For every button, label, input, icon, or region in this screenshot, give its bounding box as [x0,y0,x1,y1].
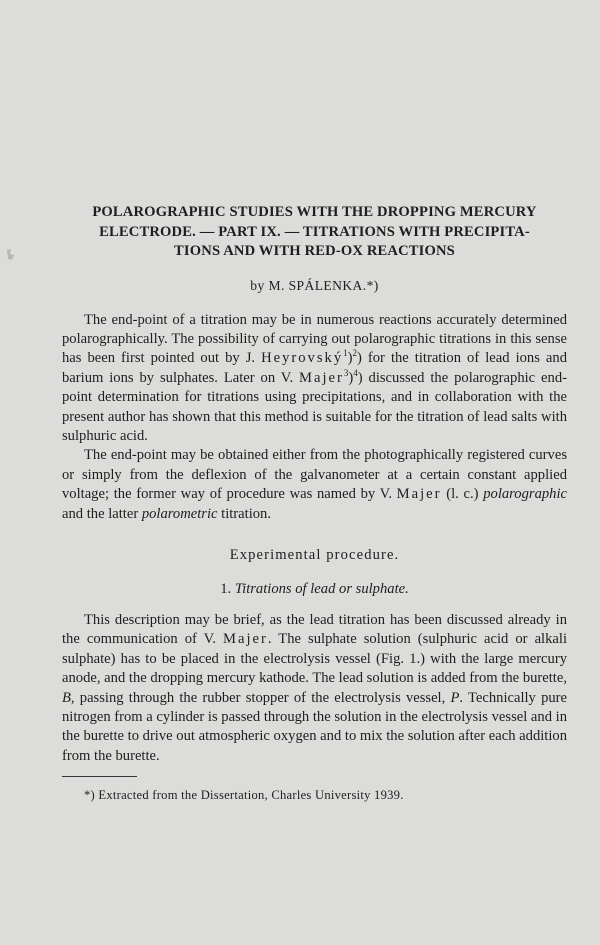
reference-3: 3 [343,367,349,378]
label-burette-b: B [62,689,71,706]
title-line-2: ELECTRODE. — PART IX. — TITRATIONS WITH PRECIPITA- [99,223,530,240]
paragraph-2: The end-point may be obtained either from the photographically registered curves or simply from the deflexion of the galvanometer at a certain constant applied voltage; the former way of procedure was named by V. Majer (l. c.) polarographic and the latter polarometric titration. [62,447,567,522]
reference-2: 2 [352,348,357,359]
label-vessel-p: P [450,689,460,706]
title-line-3: TIONS AND WITH RED-OX REACTIONS [174,243,455,259]
paragraph-1: The end-point of a titration may be in numerous reactions accurately determined polarographically. The possibility of carrying out polarographic titrations in this sense has been first pointed out by J. Heyrovský$^1$)$^2$) for the titration of lead ions and barium ions by sulphates. Later on V. Majer$^3$)$^4$) discussed the polarographic end-point determination for titrations using precipitations, and in collaboration with the present author has shown that this method is suitable for the titration of lead salts with sulphuric acid. [62,311,567,444]
article-body [62,203,567,803]
author-byline: by M. SPÁLENKA.*) [250,277,379,293]
author-name-majer: Majer [299,369,344,386]
footnote-divider [62,776,137,777]
author-name-majer: Majer [396,486,442,503]
author-name-majer: Majer [223,631,268,648]
margin-smudge-mark [5,247,19,263]
subsection-heading [62,579,567,599]
term-polarographic: polarographic [483,486,567,503]
author-name-heyrovsky: Heyrovský [261,350,344,367]
article-title [62,203,567,262]
term-polarometric: polarometric [141,505,218,522]
reference-4: 4 [353,367,358,378]
title-line-1: POLAROGRAPHIC STUDIES WITH THE DROPPING MERCURY [92,204,537,220]
reference-1: 1 [343,348,348,359]
paragraph-3: This description may be brief, as the lead titration has been discussed already in the communication of V. Majer. The sulphate solution (sulphuric acid or alkali sulphate) has to be placed in the electrolysis vessel (Fig. 1.) with the large mercury anode, and the dropping mercury kathode. The lead solution is added from the burette, B, passing through the rubber stopper of the electrolysis vessel, P. Technically pure nitrogen from a cylinder is passed through the solution in the electrolysis vessel and in the burette to drive out atmospheric oxygen and to mix the solution after each addition from the burette. [62,611,568,764]
subsection-title: Titrations of lead or sulphate. [234,580,409,597]
subsection-number: 1. [220,580,232,597]
section-heading: Experimental procedure. [229,546,400,563]
footnote: *) Extracted from the Dissertation, Charles University 1939. [84,788,404,803]
